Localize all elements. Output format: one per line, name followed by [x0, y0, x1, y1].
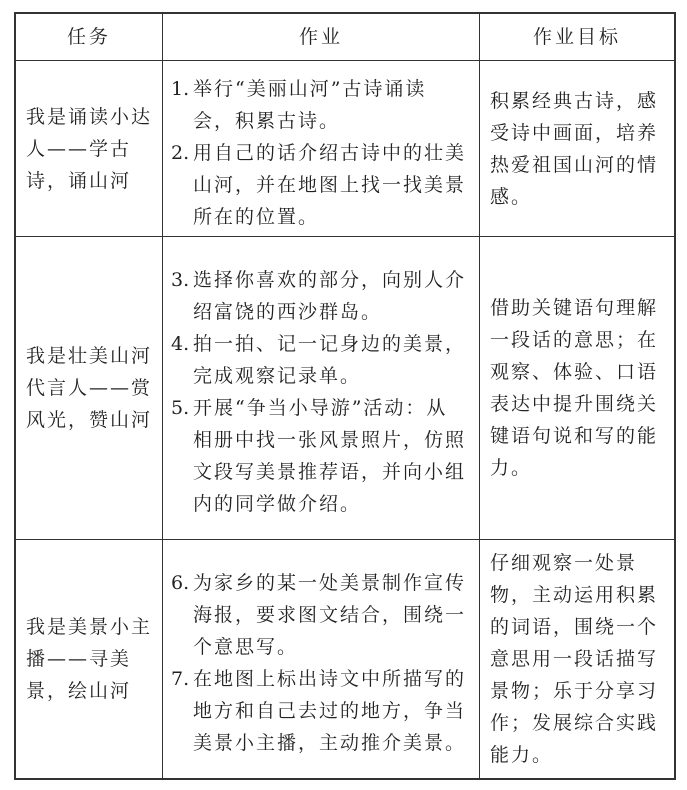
item-text: 选择你喜欢的部分，向别人介绍富饶的西沙群岛。 — [193, 269, 467, 323]
table-row-2-task — [16, 237, 163, 540]
work-item — [171, 137, 467, 233]
homework-table — [14, 12, 676, 780]
task-text: 我是诵读小达人——学古诗，诵山河 — [26, 105, 153, 192]
table-row-2-work — [163, 237, 480, 540]
item-text: 用自己的话介绍古诗中的壮美山河，并在地图上找一找美景所在的位置。 — [193, 141, 467, 228]
item-text: 开展“争当小导游”活动：从相册中找一张风景照片，仿照文段写美景推荐语，并向小组内的同学做介绍。 — [193, 397, 467, 515]
item-number: 3. — [171, 269, 190, 291]
goal-text: 借助关键语句理解一段话的意思；在观察、体验、口语表达中提升围绕关键语句说和写的能力。 — [490, 297, 659, 479]
item-number: 6. — [171, 572, 190, 594]
task-text: 我是壮美山河代言人——赏风光，赞山河 — [26, 345, 153, 431]
work-item — [171, 392, 467, 520]
work-item — [171, 328, 467, 392]
table-row-1-goal — [480, 61, 674, 237]
table-row-2-goal — [480, 237, 674, 540]
table-row-1-work — [163, 61, 480, 237]
work-item — [171, 73, 467, 137]
goal-text: 积累经典古诗，感受诗中画面，培养热爱祖国山河的情感。 — [490, 89, 659, 208]
header-task: 任务 — [16, 14, 163, 61]
item-text: 在地图上标出诗文中所描写的地方和自己去过的地方，争当美景小主播，主动推介美景。 — [193, 668, 467, 754]
item-number: 7. — [171, 668, 190, 690]
item-text: 为家乡的某一处美景制作宣传海报，要求图文结合，围绕一个意思写。 — [193, 572, 467, 658]
work-item — [171, 264, 467, 328]
item-number: 2. — [171, 141, 190, 164]
item-number: 1. — [171, 77, 190, 100]
item-number: 4. — [171, 333, 190, 355]
item-text: 拍一拍、记一记身边的美景，完成观察记录单。 — [193, 333, 467, 387]
table-row-3-work — [163, 540, 480, 778]
table-row-1-task — [16, 61, 163, 237]
header-work: 作业 — [163, 14, 480, 61]
item-text: 举行“美丽山河”古诗诵读会，积累古诗。 — [193, 77, 427, 132]
work-item — [171, 663, 467, 759]
table-row-3-goal — [480, 540, 674, 778]
header-goal: 作业目标 — [480, 14, 674, 61]
goal-text: 仔细观察一处景物，主动运用积累的词语，围绕一个意思用一段话描写景物；乐于分享习作；发展综合实践能力。 — [490, 552, 659, 766]
item-number: 5. — [171, 397, 190, 419]
task-text: 我是美景小主播——寻美景，绘山河 — [26, 616, 153, 702]
table-row-3-task — [16, 540, 163, 778]
work-item — [171, 567, 467, 663]
